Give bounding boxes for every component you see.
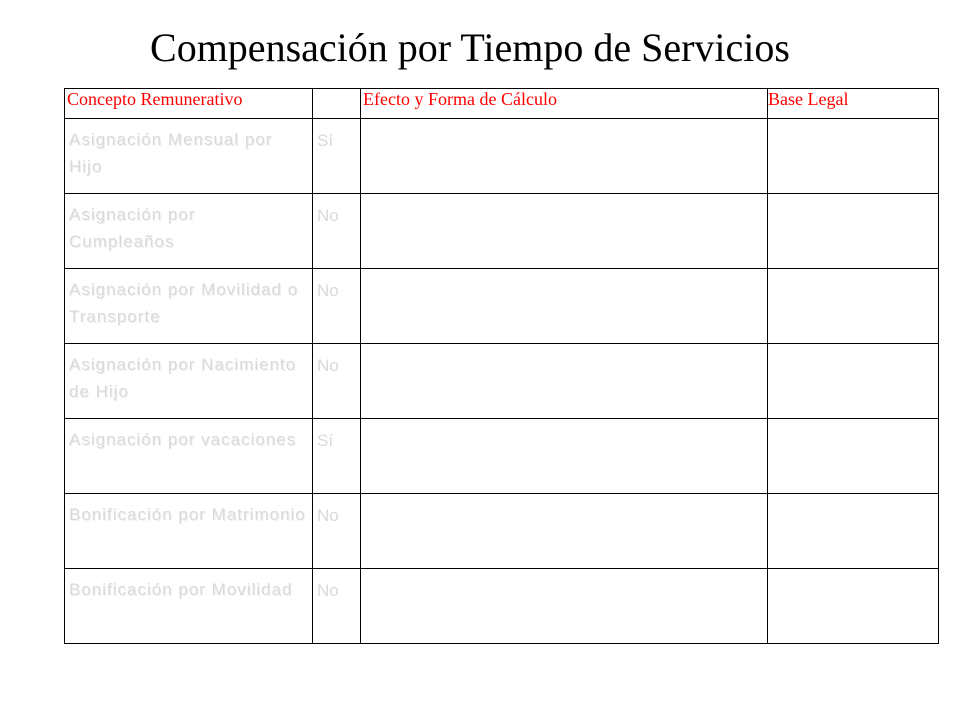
- effect-cell: [361, 419, 768, 494]
- concept-cell: [65, 419, 313, 494]
- concept-label: Asignación por Movilidad o Transporte: [69, 280, 299, 326]
- flag-label: No: [317, 356, 339, 375]
- legal-cell: [768, 269, 939, 344]
- table-row: [65, 194, 939, 269]
- concept-cell: [65, 344, 313, 419]
- flag-cell: [313, 269, 361, 344]
- table-row: [65, 494, 939, 569]
- header-flag: [313, 89, 361, 119]
- table-row: [65, 569, 939, 644]
- flag-cell: [313, 494, 361, 569]
- flag-cell: [313, 569, 361, 644]
- concept-label: Bonificación por Movilidad: [69, 580, 293, 599]
- page-title: Compensación por Tiempo de Servicios: [150, 25, 790, 70]
- effect-cell: [361, 569, 768, 644]
- header-legal: Base Legal: [768, 89, 939, 119]
- concept-label: Asignación por Cumpleaños: [69, 205, 196, 251]
- flag-label: No: [317, 281, 339, 300]
- flag-cell: [313, 194, 361, 269]
- concept-cell: [65, 269, 313, 344]
- effect-cell: [361, 494, 768, 569]
- header-concept: Concepto Remunerativo: [65, 89, 313, 119]
- legal-cell: [768, 119, 939, 194]
- concept-label: Asignación Mensual por Hijo: [69, 130, 273, 176]
- table-row: [65, 269, 939, 344]
- legal-cell: [768, 344, 939, 419]
- table-header-row: [65, 89, 939, 119]
- concept-label: Asignación por vacaciones: [69, 430, 297, 449]
- flag-label: No: [317, 581, 339, 600]
- effect-cell: [361, 119, 768, 194]
- legal-cell: [768, 194, 939, 269]
- effect-cell: [361, 269, 768, 344]
- table-row: [65, 119, 939, 194]
- legal-cell: [768, 419, 939, 494]
- concept-cell: [65, 194, 313, 269]
- table-row: [65, 344, 939, 419]
- concept-label: Bonificación por Matrimonio: [69, 505, 306, 524]
- flag-cell: [313, 344, 361, 419]
- legal-cell: [768, 494, 939, 569]
- concept-label: Asignación por Nacimiento de Hijo: [69, 355, 297, 401]
- table-row: [65, 419, 939, 494]
- effect-cell: [361, 344, 768, 419]
- effect-cell: [361, 194, 768, 269]
- flag-label: Sí: [317, 431, 334, 450]
- flag-label: No: [317, 206, 339, 225]
- header-effect: Efecto y Forma de Cálculo: [361, 89, 768, 119]
- flag-cell: [313, 119, 361, 194]
- concept-cell: [65, 494, 313, 569]
- legal-cell: [768, 569, 939, 644]
- flag-cell: [313, 419, 361, 494]
- flag-label: Sí: [317, 131, 334, 150]
- concept-cell: [65, 119, 313, 194]
- concepts-table: [64, 88, 939, 644]
- flag-label: No: [317, 506, 339, 525]
- concept-cell: [65, 569, 313, 644]
